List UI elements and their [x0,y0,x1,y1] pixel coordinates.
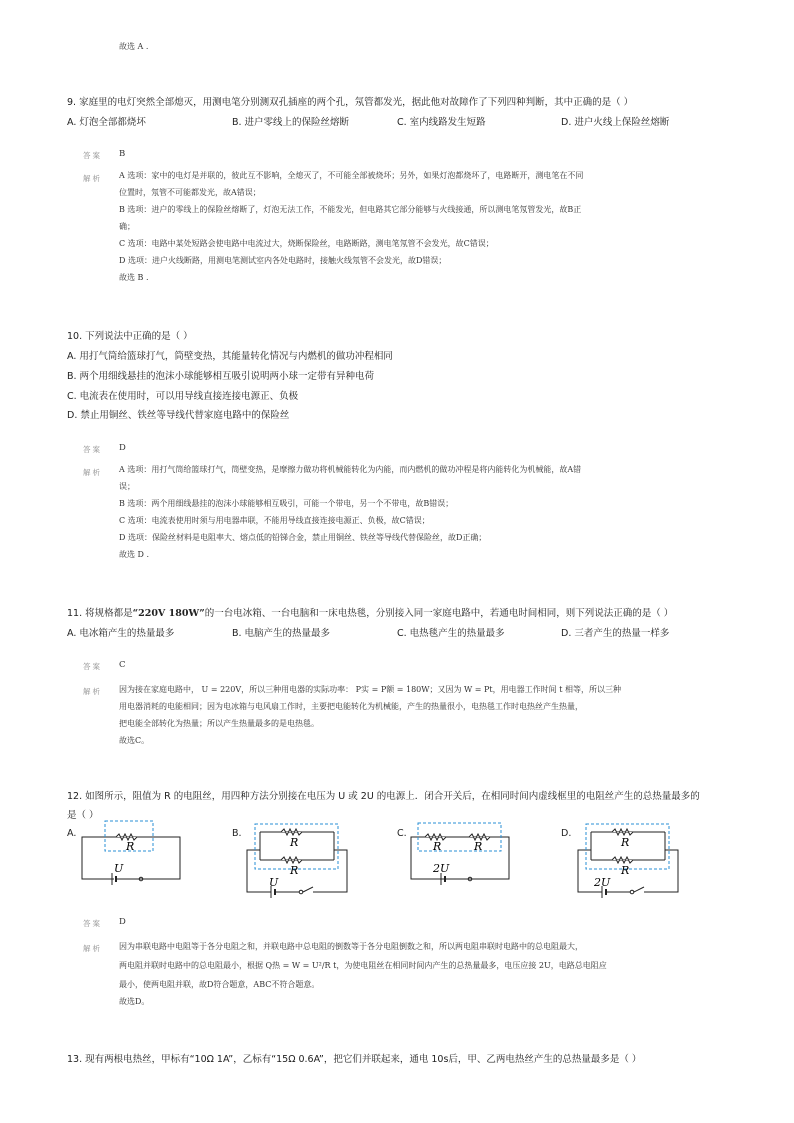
q12-answer: D [119,917,126,927]
fig-b-resistor-2: R [290,864,299,877]
q9-option-a: A. 灯泡全部都烧坏 [67,117,146,128]
circuit-c-diagram [407,820,517,885]
q11-analysis: 因为接在家庭电路中， U = 220V，所以三种用电器的实际功率： P实 = P额 = 180W；又因为 W = Pt，用电器工作时间 t 相等，所以三种 用电器消耗的电能相同；因为电冰箱与电风扇工作时，主要把电能转化为机械能，产生的热量很小，电热毯工作时电热丝产生热量， 把电能全部转化为热量；所以产生热量最多的是电热毯。 故选C。 [119,685,621,745]
q10-analysis-label: 解析 [83,468,102,477]
fig-c-source-label: 2U [433,862,450,875]
fig-b-resistor-1: R [290,836,299,849]
q10-option-b: B. 两个用细线悬挂的泡沫小球能够相互吸引说明两小球一定带有异种电荷 [67,371,375,382]
fig-d-label: D. [561,828,572,839]
q10-option-d: D. 禁止用铜丝、铁丝等导线代替家庭电路中的保险丝 [67,410,290,421]
fig-b-label: B. [232,828,242,839]
q10-answer-label: 答案 [83,445,102,454]
q12-analysis-label: 解析 [83,944,102,953]
previous-conclusion: 故选 A . [119,42,149,51]
q9-analysis: A 选项：家中的电灯是并联的，彼此互不影响，全熄灭了，不可能全部被烧坏；另外，如果灯泡都烧坏了，电路断开，测电笔在不同 位置时，氖管不可能都发光，故A错误； B 选项：进户的零线上的保险丝熔断了，灯泡无法工作，不能发光，但电路其它部分能够与火线接通，所以测电笔氖管发光，故B正 确； C 选项：电路中某处短路会使电路中电流过大，烧断保险丝，电路断路，测电笔氖管不会发光，故C错误； D 选项：进户火线断路，用测电笔测试室内各处电路时，接触火线氖管不会发光，故D错误； 故选 B . [119,171,584,282]
q11-option-d: D. 三者产生的热量一样多 [561,628,670,639]
q9-answer: B [119,149,126,159]
fig-d-resistor-2: R [621,864,630,877]
circuit-d-diagram [574,820,684,898]
q10-option-a: A. 用打气筒给篮球打气，筒壁变热，其能量转化情况与内燃机的做功冲程相同 [67,351,393,362]
question-9-stem: 9. 家庭里的电灯突然全部熄灭，用测电笔分别测双孔插座的两个孔，氖管都发光，据此他对故障作了下列四种判断，其中正确的是（ ） [67,97,634,108]
q11-answer-label: 答案 [83,662,102,671]
circuit-a-diagram [78,820,188,885]
q9-option-d: D. 进户火线上保险丝熔断 [561,117,670,128]
question-10-stem: 10. 下列说法中正确的是（ ） [67,331,193,342]
q10-answer: D [119,443,126,453]
question-12-stem-cont: 是（ ） [67,810,99,821]
question-12-stem: 12. 如图所示，阻值为 R 的电阻丝，用四种方法分别接在电压为 U 或 2U 的电源上．闭合开关后，在相同时间内虚线框里的电阻丝产生的总热量最多的 [67,791,700,802]
q11-analysis-label: 解析 [83,687,102,696]
q10-analysis: A 选项：用打气筒给篮球打气，筒壁变热，是摩擦力做功将机械能转化为内能，而内燃机的做功冲程是将内能转化为机械能，故A错 误； B 选项：两个用细线悬挂的泡沫小球能够相互吸引，可能一个带电，另一个不带电，故B错误； C 选项：电流表使用时须与用电器串联，不能用导线直接连接电源正、负极，故C错误； D 选项：保险丝材料是电阻率大、熔点低的铅锑合金，禁止用铜丝、铁丝等导线代替保险丝，故D正确； 故选 D . [119,465,582,559]
q9-option-b: B. 进户零线上的保险丝熔断 [232,117,350,128]
fig-d-source-label: 2U [594,876,611,889]
q9-answer-label: 答案 [83,151,102,160]
fig-d-resistor-1: R [621,836,630,849]
fig-c-resistor-1: R [433,840,442,853]
question-13-stem: 13. 现有两根电热丝，甲标有“10Ω 1A”，乙标有“15Ω 0.6A”，把它们并联起来，通电 10s后，甲、乙两电热丝产生的总热量最多是（ ） [67,1054,642,1065]
q11-answer: C [119,660,126,670]
fig-a-label: A. [67,828,77,839]
q12-analysis: 因为串联电路中电阻等于各分电阻之和，并联电路中总电阻的倒数等于各分电阻倒数之和，所以两电阻串联时电路中的总电阻最大， 两电阻并联时电路中的总电阻最小，根据 Q热 = W = U²/R t，为使电阻丝在相同时间内产生的总热量最多，电压应接 2U，电路总电阻应 最小，使两电阻并联，故D符合题意，ABC不符合题意。 故选D。 [119,942,607,1006]
question-11-stem: 11. 将规格都是“220V 180W”的一台电冰箱、一台电脑和一床电热毯，分别接入同一家庭电路中，若通电时间相同，则下列说法正确的是（ ） [67,608,674,619]
q11-option-c: C. 电热毯产生的热量最多 [397,628,505,639]
q12-answer-label: 答案 [83,919,102,928]
fig-c-label: C. [397,828,407,839]
circuit-b-diagram [243,820,353,898]
fig-b-source-label: U [269,876,279,889]
fig-a-resistor-label: R [126,840,135,853]
q9-option-c: C. 室内线路发生短路 [397,117,486,128]
fig-a-source-label: U [114,862,124,875]
q11-option-a: A. 电冰箱产生的热量最多 [67,628,175,639]
q11-option-b: B. 电脑产生的热量最多 [232,628,331,639]
q10-option-c: C. 电流表在使用时，可以用导线直接连接电源正、负极 [67,391,299,402]
q9-analysis-label: 解析 [83,174,102,183]
fig-c-resistor-2: R [474,840,483,853]
